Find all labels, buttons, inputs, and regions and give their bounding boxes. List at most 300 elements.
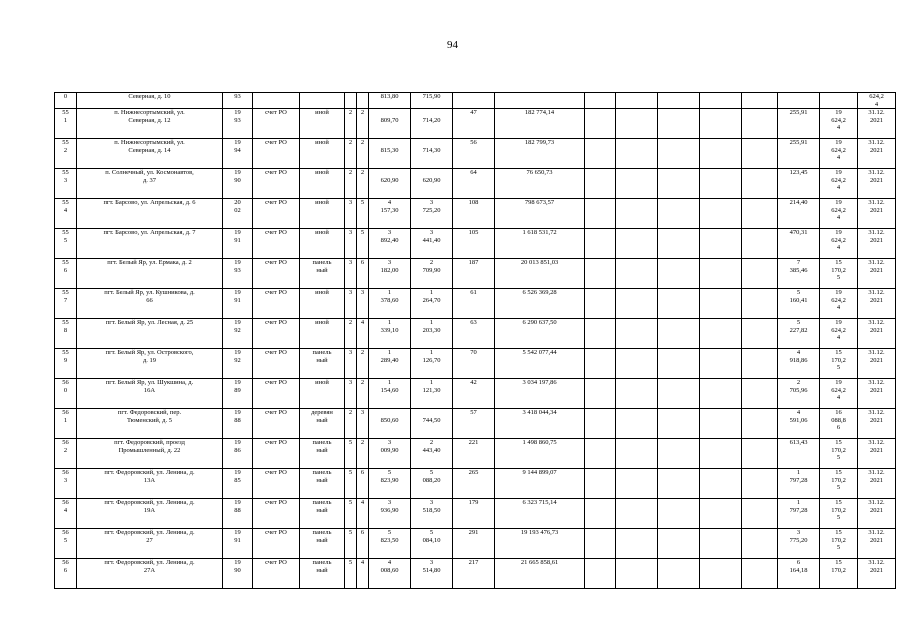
cell-year-built: 19 88 bbox=[223, 499, 253, 529]
cell-cost-col-13 bbox=[616, 109, 658, 139]
cell-row-number: 55 2 bbox=[55, 139, 77, 169]
cell-wall-material: панель ный bbox=[300, 259, 345, 289]
cell-cost-col-13 bbox=[616, 289, 658, 319]
cell-cost-col-12 bbox=[585, 139, 616, 169]
cell-row-number: 55 9 bbox=[55, 349, 77, 379]
cell-entrances: 4 bbox=[357, 319, 369, 349]
cell-year-built: 93 bbox=[223, 93, 253, 109]
cell-cost-col-13 bbox=[616, 169, 658, 199]
cell-cost-col-13 bbox=[616, 199, 658, 229]
cell-total-area: 1 154,60 bbox=[369, 379, 411, 409]
cell-living-area: 1 264,70 bbox=[411, 289, 453, 319]
cell-cost-col-15 bbox=[700, 139, 742, 169]
cell-address: пгт. Федоровский, ул. Ленина, д. 19А bbox=[77, 499, 223, 529]
cell-floors: 3 bbox=[345, 289, 357, 319]
table-row bbox=[55, 409, 896, 439]
cell-fund-method: счет РО bbox=[253, 109, 300, 139]
cell-residents: 265 bbox=[453, 469, 495, 499]
cell-wall-material: иной bbox=[300, 229, 345, 259]
cell-total-cost: 798 673,57 bbox=[495, 199, 585, 229]
cell-year-built: 19 91 bbox=[223, 229, 253, 259]
cell-entrances: 6 bbox=[357, 529, 369, 559]
cell-entrances: 6 bbox=[357, 259, 369, 289]
cell-living-area: 1 121,30 bbox=[411, 379, 453, 409]
cell-cost-col-14 bbox=[658, 93, 700, 109]
cell-cost-col-15 bbox=[700, 559, 742, 589]
cell-cost-col-15 bbox=[700, 199, 742, 229]
cell-address: пгт. Федоровский, пер. Тюменский, д. 5 bbox=[77, 409, 223, 439]
cell-total-area: 3 936,90 bbox=[369, 499, 411, 529]
cell-cost-col-15 bbox=[700, 169, 742, 199]
cell-cost-col-14 bbox=[658, 469, 700, 499]
cell-living-area: 2 709,90 bbox=[411, 259, 453, 289]
cell-address: п. Нижнесортымский, ул. Северная, д. 14 bbox=[77, 139, 223, 169]
cell-max-unit-cost: 19 624,2 4 bbox=[820, 169, 858, 199]
cell-unit-cost: 4 918,86 bbox=[778, 349, 820, 379]
cell-cost-col-16 bbox=[742, 109, 778, 139]
cell-residents: 108 bbox=[453, 199, 495, 229]
cell-total-cost: 1 618 531,72 bbox=[495, 229, 585, 259]
cell-floors bbox=[345, 93, 357, 109]
cell-deadline: 31.12. 2021 bbox=[858, 319, 896, 349]
cell-max-unit-cost: 19 624,2 4 bbox=[820, 229, 858, 259]
cell-total-cost: 1 498 860,75 bbox=[495, 439, 585, 469]
cell-cost-col-12 bbox=[585, 259, 616, 289]
cell-floors: 5 bbox=[345, 469, 357, 499]
cell-address: пгт. Белый Яр, ул. Ермака, д. 2 bbox=[77, 259, 223, 289]
cell-entrances: 5 bbox=[357, 229, 369, 259]
cell-unit-cost: 5 227,82 bbox=[778, 319, 820, 349]
cell-cost-col-15 bbox=[700, 349, 742, 379]
cell-cost-col-14 bbox=[658, 109, 700, 139]
cell-year-built: 19 94 bbox=[223, 139, 253, 169]
cell-cost-col-16 bbox=[742, 439, 778, 469]
cell-year-built: 19 92 bbox=[223, 319, 253, 349]
cell-total-cost: 3 418 044,34 bbox=[495, 409, 585, 439]
cell-cost-col-16 bbox=[742, 93, 778, 109]
cell-row-number: 55 3 bbox=[55, 169, 77, 199]
cell-residents: 64 bbox=[453, 169, 495, 199]
cell-cost-col-15 bbox=[700, 229, 742, 259]
cell-row-number: 56 3 bbox=[55, 469, 77, 499]
cell-cost-col-12 bbox=[585, 109, 616, 139]
cell-wall-material: иной bbox=[300, 169, 345, 199]
cell-total-cost: 76 650,73 bbox=[495, 169, 585, 199]
cell-wall-material: панель ный bbox=[300, 469, 345, 499]
cell-living-area: 3 518,50 bbox=[411, 499, 453, 529]
cell-year-built: 19 93 bbox=[223, 109, 253, 139]
cell-residents: 42 bbox=[453, 379, 495, 409]
cell-max-unit-cost: 15 170,2 bbox=[820, 559, 858, 589]
cell-row-number: 0 bbox=[55, 93, 77, 109]
cell-fund-method: счет РО bbox=[253, 229, 300, 259]
cell-cost-col-12 bbox=[585, 289, 616, 319]
cell-living-area: 3 725,20 bbox=[411, 199, 453, 229]
cell-cost-col-16 bbox=[742, 169, 778, 199]
cell-deadline: 31.12. 2021 bbox=[858, 349, 896, 379]
cell-entrances: 2 bbox=[357, 349, 369, 379]
cell-year-built: 20 02 bbox=[223, 199, 253, 229]
cell-cost-col-15 bbox=[700, 499, 742, 529]
cell-residents: 187 bbox=[453, 259, 495, 289]
cell-cost-col-15 bbox=[700, 469, 742, 499]
cell-deadline: 31.12. 2021 bbox=[858, 229, 896, 259]
cell-address: пгт. Белый Яр, ул. Лесная, д. 25 bbox=[77, 319, 223, 349]
cell-wall-material: панель ный bbox=[300, 349, 345, 379]
table-row bbox=[55, 319, 896, 349]
cell-deadline: 31.12. 2021 bbox=[858, 139, 896, 169]
cell-wall-material: деревян ный bbox=[300, 409, 345, 439]
cell-floors: 5 bbox=[345, 499, 357, 529]
cell-cost-col-12 bbox=[585, 379, 616, 409]
cell-cost-col-15 bbox=[700, 439, 742, 469]
cell-floors: 2 bbox=[345, 409, 357, 439]
cell-fund-method: счет РО bbox=[253, 289, 300, 319]
cell-fund-method: счет РО bbox=[253, 439, 300, 469]
cell-max-unit-cost: 19 624,2 4 bbox=[820, 319, 858, 349]
cell-unit-cost: 3 775,20 bbox=[778, 529, 820, 559]
cell-max-unit-cost: 15 170,2 5 bbox=[820, 469, 858, 499]
cell-fund-method: счет РО bbox=[253, 139, 300, 169]
cell-cost-col-12 bbox=[585, 409, 616, 439]
cell-floors: 3 bbox=[345, 349, 357, 379]
cell-row-number: 56 5 bbox=[55, 529, 77, 559]
cell-cost-col-13 bbox=[616, 529, 658, 559]
cell-total-cost: 182 774,14 bbox=[495, 109, 585, 139]
cell-entrances: 2 bbox=[357, 109, 369, 139]
cell-cost-col-16 bbox=[742, 349, 778, 379]
table-row bbox=[55, 439, 896, 469]
cell-year-built: 19 91 bbox=[223, 529, 253, 559]
cell-total-cost: 6 290 637,50 bbox=[495, 319, 585, 349]
cell-cost-col-12 bbox=[585, 559, 616, 589]
cell-total-area: 1 378,60 bbox=[369, 289, 411, 319]
cell-wall-material: иной bbox=[300, 379, 345, 409]
cell-living-area: 3 441,40 bbox=[411, 229, 453, 259]
table-row bbox=[55, 139, 896, 169]
cell-cost-col-13 bbox=[616, 409, 658, 439]
table-row bbox=[55, 109, 896, 139]
cell-entrances: 3 bbox=[357, 289, 369, 319]
cell-unit-cost: 470,31 bbox=[778, 229, 820, 259]
cell-deadline: 31.12. 2021 bbox=[858, 379, 896, 409]
cell-residents: 57 bbox=[453, 409, 495, 439]
cell-wall-material: иной bbox=[300, 289, 345, 319]
cell-residents: 291 bbox=[453, 529, 495, 559]
cell-address: пгт. Барсово, ул. Апрельская, д. 6 bbox=[77, 199, 223, 229]
cell-row-number: 56 2 bbox=[55, 439, 77, 469]
cell-floors: 5 bbox=[345, 529, 357, 559]
cell-row-number: 55 5 bbox=[55, 229, 77, 259]
cell-max-unit-cost: 19 624,2 4 bbox=[820, 199, 858, 229]
cell-cost-col-14 bbox=[658, 139, 700, 169]
cell-address: пгт. Белый Яр, ул. Шукшина, д. 16А bbox=[77, 379, 223, 409]
cell-unit-cost: 255,91 bbox=[778, 139, 820, 169]
cell-deadline: 624,2 4 bbox=[858, 93, 896, 109]
cell-cost-col-16 bbox=[742, 409, 778, 439]
cell-deadline: 31.12. 2021 bbox=[858, 559, 896, 589]
cell-year-built: 19 86 bbox=[223, 439, 253, 469]
cell-max-unit-cost: 15 170,2 5 bbox=[820, 349, 858, 379]
cell-total-cost: 6 323 715,14 bbox=[495, 499, 585, 529]
cell-residents: 70 bbox=[453, 349, 495, 379]
cell-total-cost: 182 799,73 bbox=[495, 139, 585, 169]
cell-cost-col-15 bbox=[700, 409, 742, 439]
cell-deadline: 31.12. 2021 bbox=[858, 259, 896, 289]
cell-entrances: 5 bbox=[357, 199, 369, 229]
cell-cost-col-13 bbox=[616, 229, 658, 259]
cell-cost-col-16 bbox=[742, 319, 778, 349]
cell-cost-col-15 bbox=[700, 529, 742, 559]
cell-max-unit-cost: 19 624,2 4 bbox=[820, 139, 858, 169]
cell-cost-col-16 bbox=[742, 229, 778, 259]
cell-cost-col-13 bbox=[616, 439, 658, 469]
cell-entrances: 2 bbox=[357, 439, 369, 469]
cell-year-built: 19 93 bbox=[223, 259, 253, 289]
cell-entrances: 6 bbox=[357, 469, 369, 499]
cell-wall-material bbox=[300, 93, 345, 109]
cell-deadline: 31.12. 2021 bbox=[858, 109, 896, 139]
cell-cost-col-12 bbox=[585, 499, 616, 529]
cell-max-unit-cost: 15 170,2 5 bbox=[820, 259, 858, 289]
table-row bbox=[55, 289, 896, 319]
cell-fund-method: счет РО bbox=[253, 349, 300, 379]
cell-living-area: 1 203,30 bbox=[411, 319, 453, 349]
cell-living-area: 1 126,70 bbox=[411, 349, 453, 379]
cell-residents bbox=[453, 93, 495, 109]
cell-entrances: 4 bbox=[357, 499, 369, 529]
cell-total-cost: 3 034 197,86 bbox=[495, 379, 585, 409]
cell-floors: 2 bbox=[345, 169, 357, 199]
cell-address: Северная, д. 10 bbox=[77, 93, 223, 109]
table-row bbox=[55, 169, 896, 199]
cell-fund-method: счет РО bbox=[253, 259, 300, 289]
cell-entrances: 2 bbox=[357, 379, 369, 409]
cell-living-area: 3 514,80 bbox=[411, 559, 453, 589]
table-row bbox=[55, 199, 896, 229]
cell-unit-cost: 255,91 bbox=[778, 109, 820, 139]
cell-total-area: 813,80 bbox=[369, 93, 411, 109]
cell-total-area: 3 892,40 bbox=[369, 229, 411, 259]
cell-total-area: 620,90 bbox=[369, 169, 411, 199]
cell-cost-col-12 bbox=[585, 439, 616, 469]
cell-cost-col-16 bbox=[742, 469, 778, 499]
cell-total-area: 815,30 bbox=[369, 139, 411, 169]
cell-cost-col-14 bbox=[658, 529, 700, 559]
cell-max-unit-cost bbox=[820, 93, 858, 109]
cell-total-cost: 5 542 077,44 bbox=[495, 349, 585, 379]
cell-year-built: 19 89 bbox=[223, 379, 253, 409]
cell-deadline: 31.12. 2021 bbox=[858, 469, 896, 499]
cell-row-number: 55 7 bbox=[55, 289, 77, 319]
cell-total-cost: 21 665 858,61 bbox=[495, 559, 585, 589]
cell-entrances: 2 bbox=[357, 139, 369, 169]
cell-unit-cost: 1 797,28 bbox=[778, 469, 820, 499]
cell-fund-method: счет РО bbox=[253, 199, 300, 229]
cell-floors: 3 bbox=[345, 199, 357, 229]
cell-cost-col-16 bbox=[742, 289, 778, 319]
cell-living-area: 2 443,40 bbox=[411, 439, 453, 469]
cell-deadline: 31.12. 2021 bbox=[858, 199, 896, 229]
cell-residents: 56 bbox=[453, 139, 495, 169]
cell-max-unit-cost: 15 170,2 5 bbox=[820, 499, 858, 529]
cell-living-area: 744,50 bbox=[411, 409, 453, 439]
cell-cost-col-13 bbox=[616, 559, 658, 589]
cell-max-unit-cost: 15 170,2 5 bbox=[820, 529, 858, 559]
cell-floors: 5 bbox=[345, 439, 357, 469]
cell-unit-cost: 6 164,18 bbox=[778, 559, 820, 589]
cell-wall-material: панель ный bbox=[300, 499, 345, 529]
cell-total-cost: 20 013 851,03 bbox=[495, 259, 585, 289]
cell-cost-col-16 bbox=[742, 499, 778, 529]
cell-address: пгт. Федоровский, ул. Ленина, д. 13А bbox=[77, 469, 223, 499]
cell-cost-col-16 bbox=[742, 379, 778, 409]
cell-cost-col-14 bbox=[658, 169, 700, 199]
cell-cost-col-13 bbox=[616, 139, 658, 169]
cell-wall-material: панель ный bbox=[300, 439, 345, 469]
cell-address: пгт. Барсово, ул. Апрельская, д. 7 bbox=[77, 229, 223, 259]
cell-cost-col-15 bbox=[700, 379, 742, 409]
cell-residents: 105 bbox=[453, 229, 495, 259]
cell-cost-col-14 bbox=[658, 499, 700, 529]
cell-unit-cost: 2 705,96 bbox=[778, 379, 820, 409]
cell-cost-col-13 bbox=[616, 379, 658, 409]
cell-living-area: 714,30 bbox=[411, 139, 453, 169]
cell-cost-col-12 bbox=[585, 469, 616, 499]
table-row bbox=[55, 259, 896, 289]
table-row bbox=[55, 529, 896, 559]
cell-floors: 3 bbox=[345, 379, 357, 409]
cell-entrances: 2 bbox=[357, 169, 369, 199]
cell-residents: 221 bbox=[453, 439, 495, 469]
cell-total-area: 4 008,60 bbox=[369, 559, 411, 589]
cell-entrances bbox=[357, 93, 369, 109]
cell-cost-col-12 bbox=[585, 199, 616, 229]
cell-max-unit-cost: 19 624,2 4 bbox=[820, 379, 858, 409]
table-row bbox=[55, 93, 896, 109]
cell-unit-cost: 214,40 bbox=[778, 199, 820, 229]
cell-cost-col-14 bbox=[658, 229, 700, 259]
cell-floors: 3 bbox=[345, 259, 357, 289]
cell-row-number: 56 6 bbox=[55, 559, 77, 589]
cell-residents: 61 bbox=[453, 289, 495, 319]
cell-cost-col-13 bbox=[616, 259, 658, 289]
cell-unit-cost: 613,43 bbox=[778, 439, 820, 469]
table-row bbox=[55, 499, 896, 529]
cell-total-area: 5 823,90 bbox=[369, 469, 411, 499]
cell-row-number: 55 4 bbox=[55, 199, 77, 229]
cell-max-unit-cost: 16 088,8 6 bbox=[820, 409, 858, 439]
cell-address: пгт. Федоровский, ул. Ленина, д. 27А bbox=[77, 559, 223, 589]
cell-residents: 217 bbox=[453, 559, 495, 589]
cell-cost-col-12 bbox=[585, 229, 616, 259]
page-number: 94 bbox=[447, 39, 458, 51]
cell-total-cost: 19 193 476,73 bbox=[495, 529, 585, 559]
cell-address: пгт. Федоровский, проезд Промышленный, д. 22 bbox=[77, 439, 223, 469]
cell-cost-col-13 bbox=[616, 319, 658, 349]
cell-residents: 179 bbox=[453, 499, 495, 529]
cell-deadline: 31.12. 2021 bbox=[858, 439, 896, 469]
cell-cost-col-15 bbox=[700, 289, 742, 319]
cell-fund-method: счет РО bbox=[253, 499, 300, 529]
cell-cost-col-14 bbox=[658, 319, 700, 349]
cell-cost-col-12 bbox=[585, 319, 616, 349]
cell-address: п. Нижнесортымский, ул. Северная, д. 12 bbox=[77, 109, 223, 139]
cell-cost-col-14 bbox=[658, 379, 700, 409]
table-row bbox=[55, 349, 896, 379]
cell-deadline: 31.12. 2021 bbox=[858, 499, 896, 529]
cell-row-number: 56 4 bbox=[55, 499, 77, 529]
cell-unit-cost: 123,45 bbox=[778, 169, 820, 199]
cell-wall-material: иной bbox=[300, 319, 345, 349]
cell-cost-col-15 bbox=[700, 109, 742, 139]
cell-cost-col-15 bbox=[700, 93, 742, 109]
cell-total-area: 3 009,90 bbox=[369, 439, 411, 469]
cell-year-built: 19 88 bbox=[223, 409, 253, 439]
cell-cost-col-13 bbox=[616, 469, 658, 499]
cell-fund-method: счет РО bbox=[253, 529, 300, 559]
cell-cost-col-16 bbox=[742, 139, 778, 169]
table-row bbox=[55, 379, 896, 409]
cell-row-number: 55 1 bbox=[55, 109, 77, 139]
cell-cost-col-12 bbox=[585, 93, 616, 109]
cell-total-cost: 6 526 369,28 bbox=[495, 289, 585, 319]
cell-cost-col-14 bbox=[658, 289, 700, 319]
cell-living-area: 714,20 bbox=[411, 109, 453, 139]
cell-year-built: 19 91 bbox=[223, 289, 253, 319]
cell-floors: 2 bbox=[345, 109, 357, 139]
cell-address: пгт. Белый Яр, ул. Кушникова, д. 66 bbox=[77, 289, 223, 319]
cell-total-area: 1 339,10 bbox=[369, 319, 411, 349]
cell-total-area: 1 289,40 bbox=[369, 349, 411, 379]
cell-fund-method bbox=[253, 93, 300, 109]
cell-cost-col-14 bbox=[658, 439, 700, 469]
cell-cost-col-14 bbox=[658, 559, 700, 589]
cell-cost-col-16 bbox=[742, 529, 778, 559]
cell-wall-material: иной bbox=[300, 109, 345, 139]
cell-unit-cost: 7 385,46 bbox=[778, 259, 820, 289]
cell-total-area: 4 157,30 bbox=[369, 199, 411, 229]
cell-cost-col-14 bbox=[658, 409, 700, 439]
cell-living-area: 5 088,20 bbox=[411, 469, 453, 499]
cell-row-number: 55 6 bbox=[55, 259, 77, 289]
cell-wall-material: иной bbox=[300, 199, 345, 229]
cell-year-built: 19 85 bbox=[223, 469, 253, 499]
table-body bbox=[55, 93, 896, 589]
cell-wall-material: иной bbox=[300, 139, 345, 169]
cell-max-unit-cost: 15 170,2 5 bbox=[820, 439, 858, 469]
cell-cost-col-12 bbox=[585, 169, 616, 199]
table-row bbox=[55, 559, 896, 589]
cell-cost-col-12 bbox=[585, 529, 616, 559]
cell-deadline: 31.12. 2021 bbox=[858, 409, 896, 439]
cell-floors: 5 bbox=[345, 559, 357, 589]
table-row bbox=[55, 229, 896, 259]
cell-address: пгт. Федоровский, ул. Ленина, д. 27 bbox=[77, 529, 223, 559]
cell-cost-col-13 bbox=[616, 349, 658, 379]
cell-cost-col-13 bbox=[616, 499, 658, 529]
cell-floors: 2 bbox=[345, 319, 357, 349]
cell-address: п. Солнечный, ул. Космонавтов, д. 37 bbox=[77, 169, 223, 199]
cell-floors: 3 bbox=[345, 229, 357, 259]
cell-unit-cost: 5 160,41 bbox=[778, 289, 820, 319]
cell-row-number: 56 0 bbox=[55, 379, 77, 409]
cell-deadline: 31.12. 2021 bbox=[858, 289, 896, 319]
cell-total-cost: 9 144 899,07 bbox=[495, 469, 585, 499]
cell-total-area: 850,60 bbox=[369, 409, 411, 439]
cell-total-area: 5 823,50 bbox=[369, 529, 411, 559]
cell-entrances: 4 bbox=[357, 559, 369, 589]
